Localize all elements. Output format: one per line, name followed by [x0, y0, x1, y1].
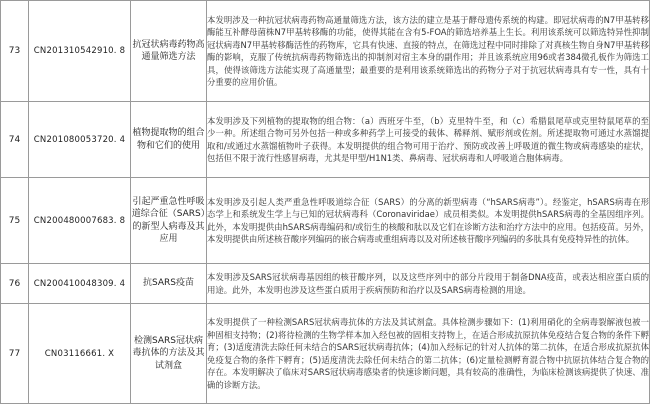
patent-abstract: 本发明提供了一种检测SARS冠状病毒抗体的方法及其试剂盒。具体检测步骤如下：(1)利用硝化的全病毒裂解液包被一种固相支持物；(2)将待检测的生物学样本加入经包被的固相支持物上，在适合形成抗原抗体免疫结合复合物的条件下孵育；(3)适度清洗去除任何未结合的SARS冠状病毒抗体；(4)加入经标记的针对人抗体的第二抗体，在适合形成抗原抗体免疫复合物的条件下孵育；(5)适度清洗去除任何未结合的第二抗体；(6)定量检测孵育混合物中抗原抗体结合复合物的存在。本发明解决了临床对SARS冠状病毒感染者的快速诊断问题，具有较高的准确性，为临床检测该病提供了快速、准确的诊断方法。	[207, 304, 650, 404]
row-number: 73	[1, 1, 29, 102]
row-number: 76	[1, 264, 29, 304]
row-number: 77	[1, 304, 29, 404]
patent-title-text: 引起严重急性呼吸道综合征（SARS）的新型人病毒及其应用	[131, 196, 206, 244]
patent-title	[131, 102, 207, 178]
patent-abstract: 本发明涉及一种抗冠状病毒药物高通量筛选方法，该方法的建立是基于酵母遗传系统的构建。即冠状病毒的N7甲基转移酶能互补酵母菌株N7甲基转移酶的功能，使得其能在含有5-FOA的筛选培养基上生长。利用该系统可以筛选特异性抑制冠状病毒N7甲基转移酶活性的药物库，它具有快速、直接的特点，在筛选过程中同时排除了对真核生物自身N7甲基转移酶的影响，克服了传统抗病毒药物筛选出的抑制剂对宿主本身的副作用；并且该系统应用96或者384微孔板作为筛选工具，使得该筛选方法能实现了高通量型；最重要的是利用该系统筛选出的药物分子对于抗冠状病毒具有专一性，具有十分重要的应用价值。	[207, 1, 650, 102]
application-number: CN200480007683. 8	[29, 178, 131, 264]
table-row	[1, 304, 650, 404]
application-number: CN201310542910. 8	[29, 1, 131, 102]
application-number: CN200410048309. 4	[29, 264, 131, 304]
patent-abstract: 本发明涉及引起人类严重急性呼吸道综合征（SARS）的分离的新型病毒（“hSARS病毒”）。经鉴定，hSARS病毒在形态学上和系统发生学上与已知的冠状病毒科（Coronaviridae）成员相类似。本发明提供hSARS病毒的全基因组序列。此外，本发明提供由hSARS病毒编码和/或衍生的核酸和肽以及它们在诊断方法和治疗方法中的应用。包括疫苗。另外，本发明提供由所述核苷酸序列编码的嵌合病毒或重组病毒以及对所述核苷酸序列编码的多肽具有免疫特异性的抗体。	[207, 178, 650, 264]
patent-title-text: 检测SARS冠状病毒抗体的方法及其试剂盒	[132, 335, 205, 371]
patent-abstract: 本发明涉及下列植物的提取物的组合物：（a）西班牙牛至，（b）克里特牛至，和（c）希腊鼠尾草或克里特鼠尾草的至少一种。所述组合物可另外包括一种或多种药学上可接受的载体、稀释剂、赋形剂或佐剂。所述提取物可通过水蒸馏提取和/或通过水蒸馏植物叶子获得。本发明提供的组合物可用于治疗、预防或改善上呼吸道的微生物或病毒感染的症状，包括但不限于流行性感冒病毒，尤其是甲型/H1N1类、鼻病毒、冠状病毒和人呼吸道合胞体病毒。	[207, 102, 650, 178]
row-number: 75	[1, 178, 29, 264]
patent-title	[131, 1, 207, 102]
patent-title	[131, 304, 207, 404]
application-number: CN03116661. X	[29, 304, 131, 404]
patent-title-text: 抗冠状病毒药物高通量筛选方法	[132, 39, 205, 62]
patent-abstract: 本发明涉及SARS冠状病毒基因组的核苷酸序列，以及这些序列中的部分片段用于制备DNA疫苗，或表达相应蛋白质的用途。此外，本发明也涉及这些蛋白质用于疾病预防和治疗以及SARS病毒检测的用途。	[207, 264, 650, 304]
table-row	[1, 1, 650, 102]
patent-title	[131, 264, 207, 304]
table-row	[1, 178, 650, 264]
row-number: 74	[1, 102, 29, 178]
table-row	[1, 102, 650, 178]
patent-title-text: 抗SARS疫苗	[142, 278, 194, 289]
application-number: CN201080053720. 4	[29, 102, 131, 178]
patent-title-text: 植物提取物的组合物和它们的使用	[132, 128, 205, 151]
patent-title	[131, 178, 207, 264]
table-row	[1, 264, 650, 304]
